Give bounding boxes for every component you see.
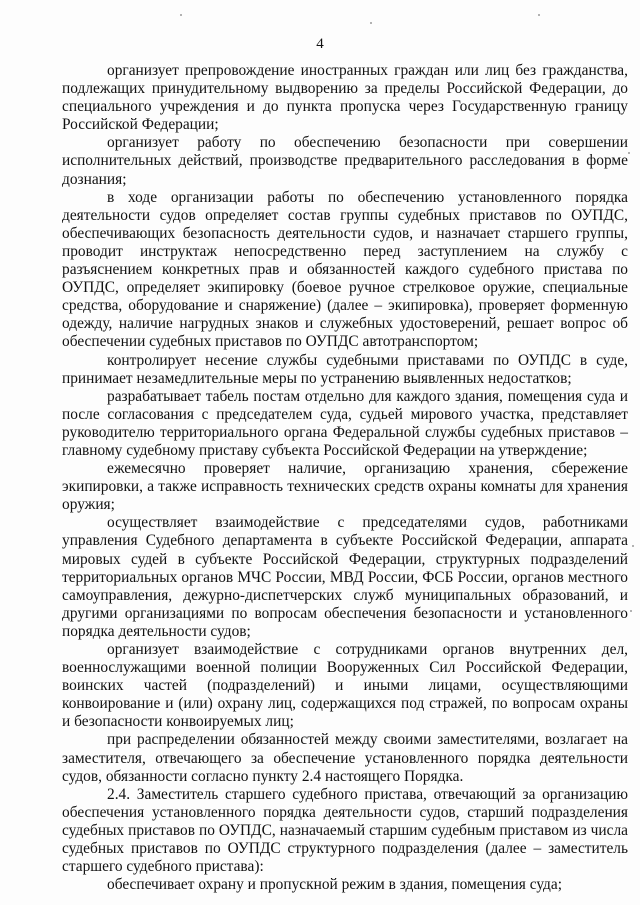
body-text (62, 62, 628, 894)
scan-speck (632, 545, 634, 547)
paragraph-deputies-duties: при распределении обязанностей между своими заместителями, возлагает на заместителя, отвечающего за обеспечение установленного порядка деятельности судов, обязанности согласно пункту 2.4 настоящего Порядка. (62, 731, 628, 785)
paragraph-court-order-organization: в ходе организации работы по обеспечению установленного порядка деятельности судов определяет состав группы судебных приставов по ОУПДС, обеспечивающих безопасность деятельности судов, и назначает старшего группы, проводит инструктаж непосредственно перед заступлением на службу с разъяснением конкретных прав и обязанностей каждого судебного пристава по ОУПДС, определяет экипировку (боевое ручное стрелковое оружие, специальные средства, оборудование и снаряжение) (далее – экипировка), проверяет форменную одежду, наличие нагрудных знаков и служебных удостоверений, решает вопрос об обеспечении судебных приставов по ОУПДС автотранспортом; (62, 188, 628, 351)
scan-speck (180, 14, 182, 16)
paragraph-cooperation-police: организует взаимодействие с сотрудниками органов внутренних дел, военнослужащими военной полиции Вооруженных Сил Российской Федерации, воинских частей (подразделений) и иными лицами, осуществляющими конвоирование и (или) охрану лиц, содержащихся под стражей, по вопросам охраны и безопасности конвоируемых лиц; (62, 641, 628, 731)
paragraph-section-2-4: 2.4. Заместитель старшего судебного пристава, отвечающий за организацию обеспечения установленного порядка деятельности судов, старший подразделения судебных приставов по ОУПДС, назначаемый старшим судебным приставом из числа судебных приставов по ОУПДС структурного подразделения (далее – заместитель старшего судебного пристава): (62, 785, 628, 876)
paragraph-access-control: обеспечивает охрану и пропускной режим в здания, помещения суда; (107, 876, 562, 894)
scan-speck (628, 152, 630, 154)
scan-speck (630, 610, 632, 612)
scan-speck (538, 14, 540, 16)
paragraph-cooperation-courts: осуществляет взаимодействие с председателями судов, работниками управления Судебного департамента в субъекте Российской Федерации, аппарата мировых судей в субъекте Российской Федерации, структурных подразделений территориальных органов МЧС России, МВД России, ФСБ России, органов местного самоуправления, дежурно-диспетчерских служб муниципальных образований, и другими организациями по вопросам обеспечения безопасности и установленного порядка деятельности судов; (62, 514, 628, 640)
page-number: 4 (316, 36, 324, 52)
paragraph-post-schedule: разрабатывает табель постам отдельно для каждого здания, помещения суда и после согласования с председателем суда, судьей мирового участка, представляет руководителю территориального органа Федеральной службы судебных приставов – главному судебному приставу субъекта Российской Федерации на утверждение; (62, 387, 628, 459)
paragraph-monthly-check: ежемесячно проверяет наличие, организацию хранения, сбережение экипировки, а также исправность технических средств охраны комнаты для хранения оружия; (62, 460, 628, 514)
paragraph-service-control: контролирует несение службы судебными приставами по ОУПДС в суде, принимает незамедлительные меры по устранению выявленных недостатков; (62, 351, 628, 387)
paragraph-escort-foreigners: организует препровождение иностранных граждан или лиц без гражданства, подлежащих принудительному выдворению за пределы Российской Федерации, до специального учреждения и до пункта пропуска через Государственную границу Российской Федерации; (62, 62, 628, 134)
paragraph-security-enforcement: организует работу по обеспечению безопасности при совершении исполнительных действий, производстве предварительного расследования в форме дознания; (62, 134, 628, 188)
scan-speck (370, 22, 372, 24)
